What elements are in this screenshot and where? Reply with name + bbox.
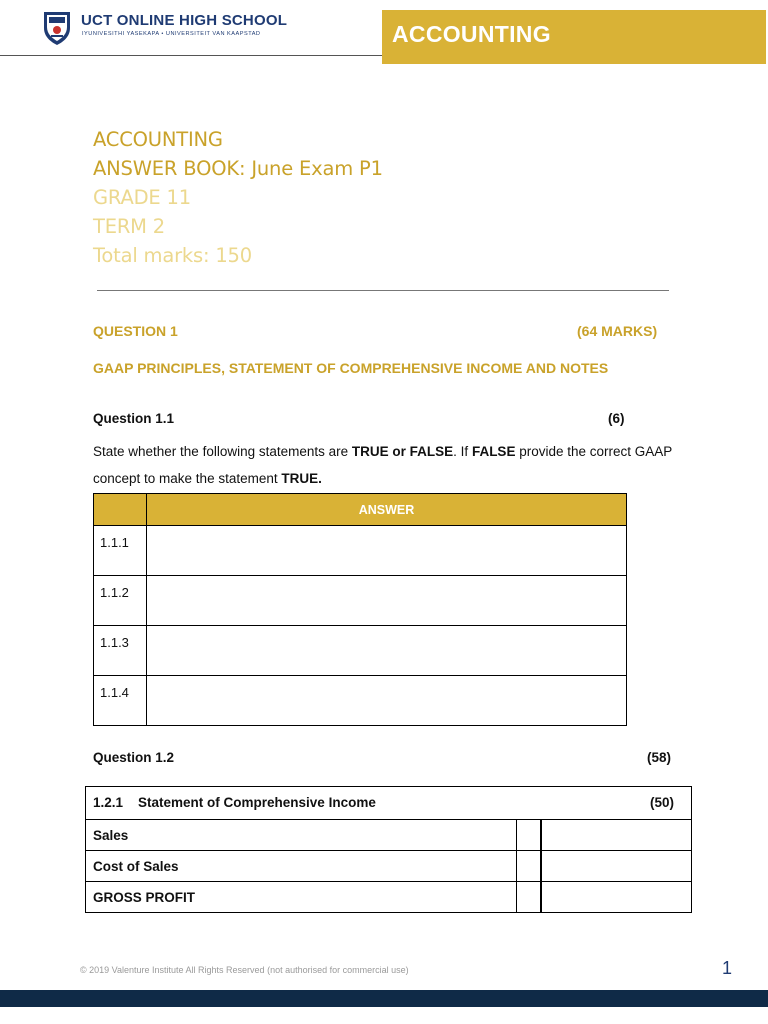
statement-title-row xyxy=(86,787,692,820)
statement-marks: (50) xyxy=(649,795,674,810)
amount-cell[interactable] xyxy=(541,851,692,882)
header-number-cell xyxy=(94,494,147,526)
instr-bold-true: TRUE. xyxy=(281,471,322,486)
question-1-2-label: Question 1.2 xyxy=(93,750,175,765)
row-number: 1.1.1 xyxy=(94,526,147,576)
question-1-1-marks: (6) xyxy=(608,411,625,426)
question-1-2-marks: (58) xyxy=(647,750,672,765)
instr-text-2: . If xyxy=(453,444,472,459)
instr-bold-true-false: TRUE or FALSE xyxy=(351,444,454,459)
instr-text-1: State whether the following statements are xyxy=(93,444,352,459)
footer-bar xyxy=(0,990,768,1007)
row-number: 1.1.2 xyxy=(94,576,147,626)
answer-table-header xyxy=(94,494,627,526)
question-1-marks: (64 MARKS) xyxy=(577,323,658,339)
header-divider xyxy=(0,55,384,56)
statement-title-cell xyxy=(86,787,692,820)
note-cell[interactable] xyxy=(517,851,541,882)
amount-cell[interactable] xyxy=(541,820,692,851)
row-number: 1.1.4 xyxy=(94,676,147,726)
answer-cell[interactable] xyxy=(147,526,627,576)
row-label-cost-of-sales: Cost of Sales xyxy=(86,851,517,882)
table-row xyxy=(94,576,627,626)
question-1-1-label: Question 1.1 xyxy=(93,411,175,426)
table-row xyxy=(94,676,627,726)
answer-column-header: ANSWER xyxy=(147,494,627,526)
instr-text-3: provide the correct GAAP concept to make the statement xyxy=(93,444,673,486)
page-number: 1 xyxy=(722,958,733,978)
uct-shield-icon xyxy=(42,10,72,46)
instr-bold-false: FALSE xyxy=(471,444,516,459)
title-term: TERM 2 xyxy=(93,215,166,238)
answer-cell[interactable] xyxy=(147,576,627,626)
row-number: 1.1.3 xyxy=(94,626,147,676)
copyright-notice: © 2019 Valenture Institute All Rights Reserved (not authorised for commercial use) xyxy=(80,965,409,975)
subject-title: ACCOUNTING xyxy=(392,21,551,47)
row-label-sales: Sales xyxy=(86,820,517,851)
title-divider xyxy=(97,290,669,291)
table-row xyxy=(94,526,627,576)
income-statement-table xyxy=(85,786,692,913)
amount-cell[interactable] xyxy=(541,882,692,913)
subject-banner xyxy=(382,10,766,64)
row-label-gross-profit: GROSS PROFIT xyxy=(86,882,517,913)
answer-cell[interactable] xyxy=(147,676,627,726)
question-1-label: QUESTION 1 xyxy=(93,323,178,339)
question-1-topic: GAAP PRINCIPLES, STATEMENT OF COMPREHENSIVE INCOME AND NOTES xyxy=(93,360,609,376)
table-row xyxy=(94,626,627,676)
title-answer-book: ANSWER BOOK: June Exam P1 xyxy=(93,157,383,180)
answer-table-1-1 xyxy=(93,493,627,726)
answer-cell[interactable] xyxy=(147,626,627,676)
note-cell[interactable] xyxy=(517,820,541,851)
statement-title: 1.2.1 Statement of Comprehensive Income xyxy=(93,795,376,810)
title-subject: ACCOUNTING xyxy=(93,128,223,151)
table-row xyxy=(86,851,692,882)
school-subtitle: IYUNIVESITHI YASEKAPA • UNIVERSITEIT VAN KAAPSTAD xyxy=(82,31,261,37)
table-row xyxy=(86,820,692,851)
table-row xyxy=(86,882,692,913)
school-name: UCT ONLINE HIGH SCHOOL xyxy=(81,12,288,29)
title-total-marks: Total marks: 150 xyxy=(93,244,252,267)
question-1-1-instructions xyxy=(93,438,683,492)
note-cell[interactable] xyxy=(517,882,541,913)
title-grade: GRADE 11 xyxy=(93,186,191,209)
